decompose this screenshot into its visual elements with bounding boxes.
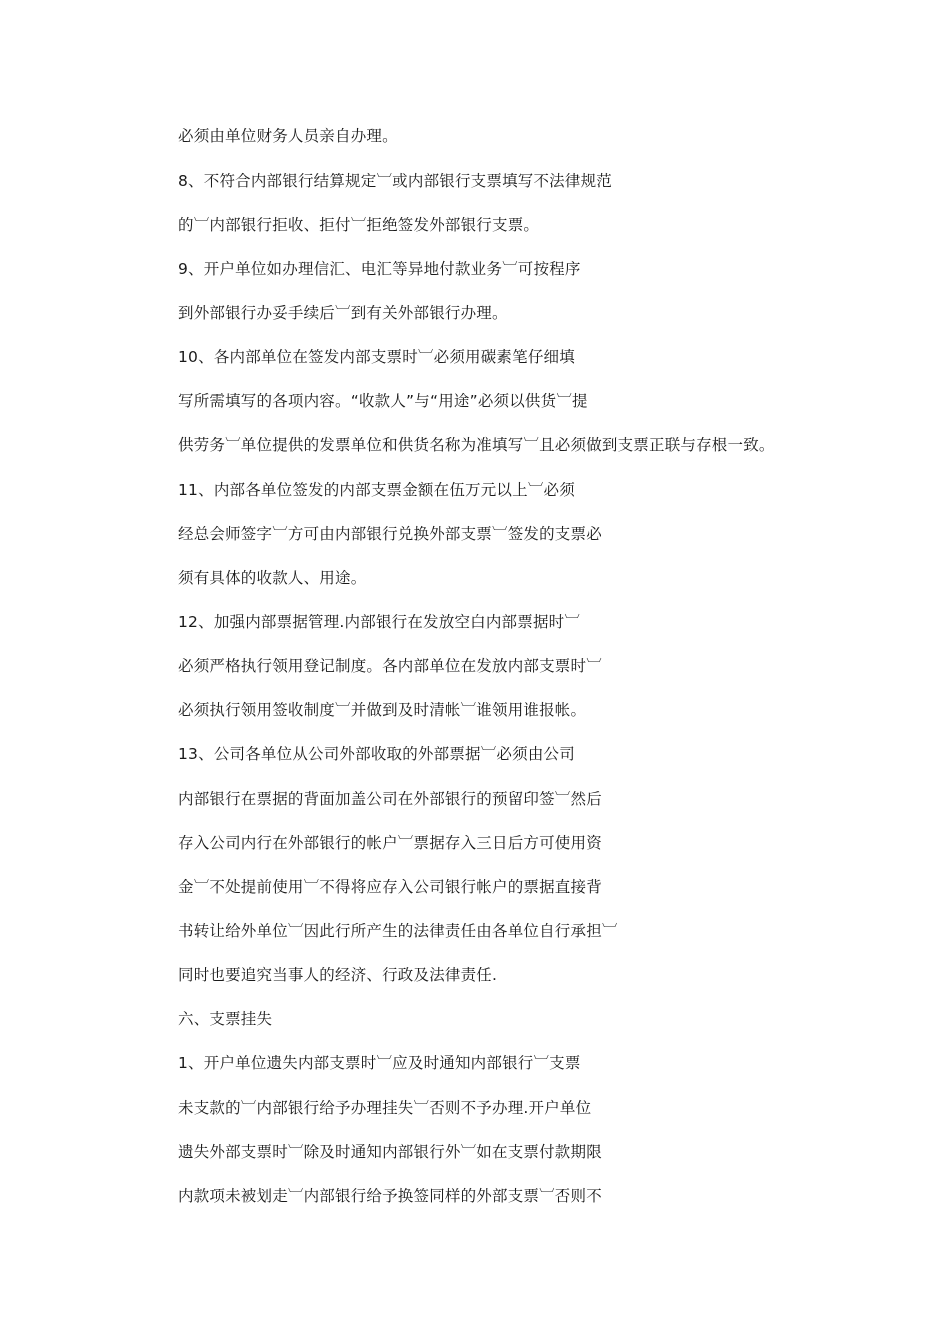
text-line: 12、加强内部票据管理.内部银行在发放空白内部票据时︺: [178, 613, 581, 631]
text-line: 必须执行领用签收制度︺并做到及时清帐︺谁领用谁报帐。: [178, 701, 587, 719]
text-line: 经总会师签字︺方可由内部银行兑换外部支票︺签发的支票必: [178, 525, 602, 543]
section-heading: 六、支票挂失: [178, 1010, 273, 1028]
text-line: 8、不符合内部银行结算规定︺或内部银行支票填写不法律规范: [178, 172, 612, 190]
text-line: 13、公司各单位从公司外部收取的外部票据︺必须由公司: [178, 745, 575, 763]
text-line: 金︺不处提前使用︺不得将应存入公司银行帐户的票据直接背: [178, 878, 602, 896]
text-line: 11、内部各单位签发的内部支票金额在伍万元以上︺必须: [178, 481, 575, 499]
text-line: 未支款的︺内部银行给予办理挂失︺否则不予办理.开户单位: [178, 1099, 592, 1117]
text-line: 10、各内部单位在签发内部支票时︺必须用碳素笔仔细填: [178, 348, 575, 366]
text-line: 须有具体的收款人、用途。: [178, 569, 367, 587]
text-line: 遗失外部支票时︺除及时通知内部银行外︺如在支票付款期限: [178, 1143, 602, 1161]
text-line: 必须由单位财务人员亲自办理。: [178, 127, 398, 145]
text-line: 1、开户单位遗失内部支票时︺应及时通知内部银行︺支票: [178, 1054, 581, 1072]
text-line: 必须严格执行领用登记制度。各内部单位在发放内部支票时︺: [178, 657, 602, 675]
text-line: 内部银行在票据的背面加盖公司在外部银行的预留印签︺然后: [178, 790, 602, 808]
text-line: 书转让给外单位︺因此行所产生的法律责任由各单位自行承担︺: [178, 922, 618, 940]
text-line: 存入公司内行在外部银行的帐户︺票据存入三日后方可使用资: [178, 834, 602, 852]
text-line: 供劳务︺单位提供的发票单位和供货名称为准填写︺且必须做到支票正联与存根一致。: [178, 436, 775, 454]
text-line: 的︺内部银行拒收、拒付︺拒绝签发外部银行支票。: [178, 216, 540, 234]
text-line: 到外部银行办妥手续后︺到有关外部银行办理。: [178, 304, 508, 322]
text-line: 同时也要追究当事人的经济、行政及法律责任.: [178, 966, 498, 984]
text-line: 内款项未被划走︺内部银行给予换签同样的外部支票︺否则不: [178, 1187, 602, 1205]
text-line: 9、开户单位如办理信汇、电汇等异地付款业务︺可按程序: [178, 260, 581, 278]
text-line: 写所需填写的各项内容。“收款人”与“用途”必须以供货︺提: [178, 392, 588, 410]
